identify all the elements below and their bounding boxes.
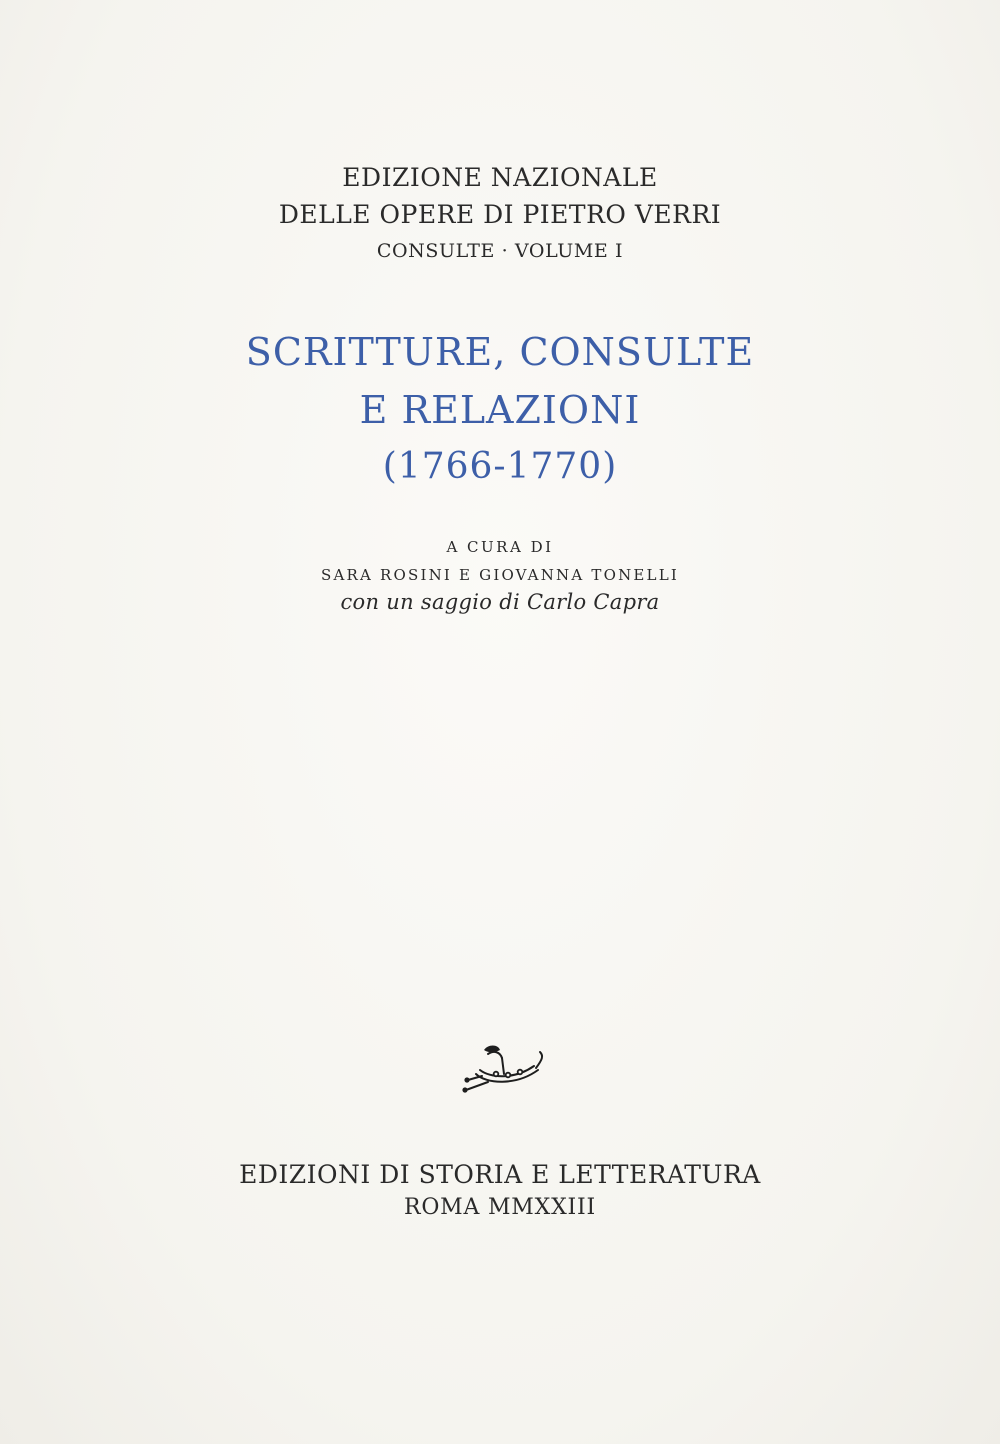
book-title-line-2: E RELAZIONI (359, 388, 641, 432)
publisher-name: EDIZIONI DI STORIA E LETTERATURA (239, 1160, 761, 1189)
book-title-line-1: SCRITTURE, CONSULTE (245, 330, 755, 374)
series-title: EDIZIONE NAZIONALE (342, 163, 658, 192)
essay-credit: con un saggio di Carlo Capra (340, 590, 660, 614)
book-title-dates: (1766-1770) (382, 446, 618, 487)
series-subtitle: DELLE OPERE DI PIETRO VERRI (278, 200, 722, 229)
volume-label: CONSULTE · VOLUME I (376, 240, 624, 262)
curatela-label: A CURA DI (446, 538, 554, 556)
ship-logo-icon (458, 1040, 548, 1102)
place-and-year: ROMA MMXXIII (403, 1195, 597, 1220)
editors-names: SARA ROSINI E GIOVANNA TONELLI (321, 566, 679, 584)
